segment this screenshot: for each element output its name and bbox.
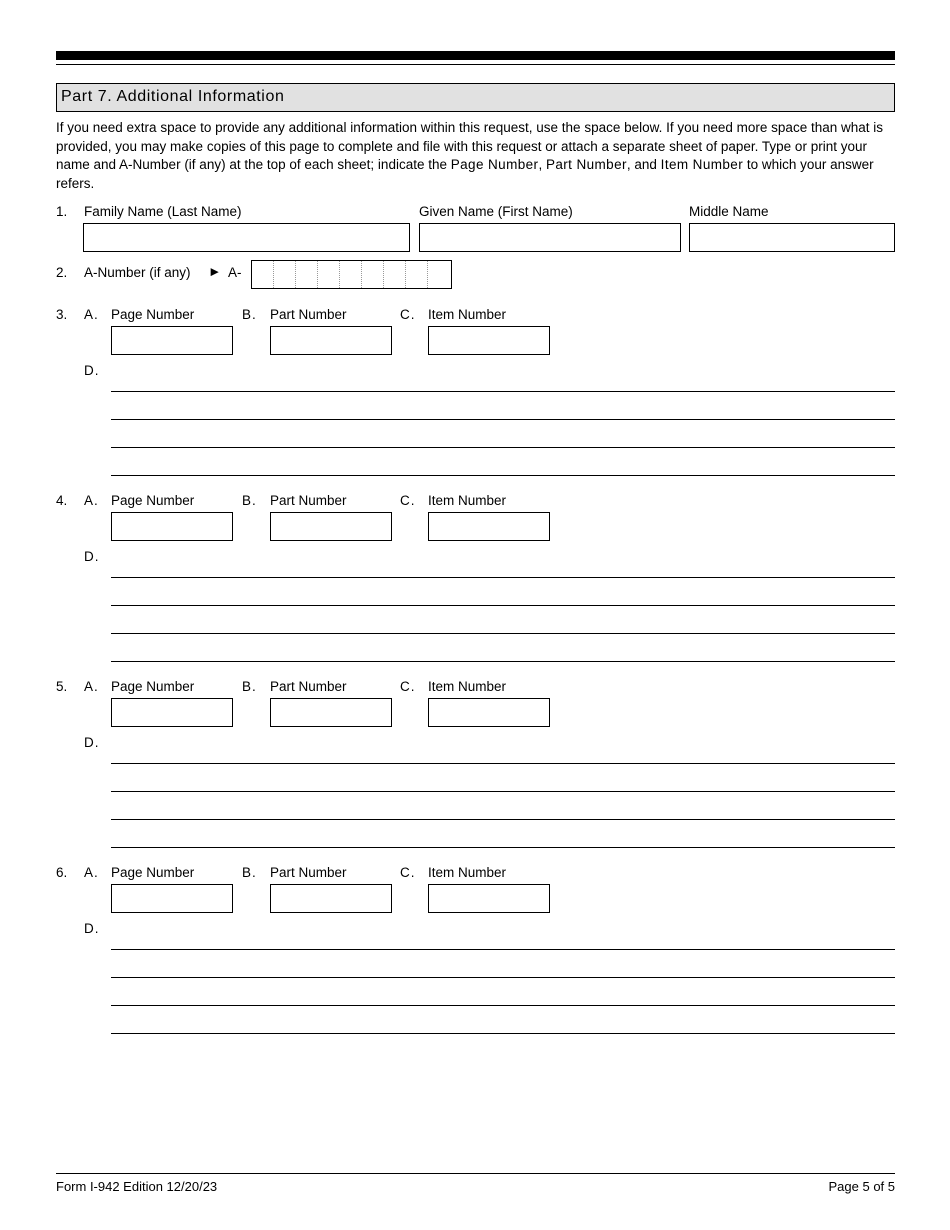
q1-number: 1.	[56, 204, 68, 219]
middle-name-label: Middle Name	[689, 204, 769, 219]
page-number-input[interactable]	[111, 512, 233, 541]
item-number-input[interactable]	[428, 512, 550, 541]
page-number-label: Page Number	[111, 493, 195, 508]
entry-d-letter: D.	[84, 549, 100, 564]
intro-sep-2: , and	[626, 157, 661, 172]
intro-part-number: Part Number	[545, 157, 627, 172]
intro-text-1: If you need extra space to provide any additional information within this request, use the space below. If you need more space than what is provided, you may make copies of this page to complete and file with this request or attach a separate sheet of paper. Type or print your name and A-Number (if any) at the top of each sheet; indicate the	[56, 120, 883, 172]
page-number-input[interactable]	[111, 698, 233, 727]
page-number-label: Page Number	[111, 679, 195, 694]
entry-d-letter: D.	[84, 921, 100, 936]
page-number: Page 5 of 5	[828, 1179, 895, 1194]
given-name-label: Given Name (First Name)	[419, 204, 573, 219]
entry-a-letter: A.	[84, 493, 99, 508]
item-number-input[interactable]	[428, 884, 550, 913]
family-name-label: Family Name (Last Name)	[84, 204, 242, 219]
answer-line[interactable]	[111, 391, 895, 392]
answer-line[interactable]	[111, 763, 895, 764]
a-number-digit	[318, 261, 340, 288]
intro-page-number: Page Number	[450, 157, 539, 172]
page-number-label: Page Number	[111, 865, 195, 880]
entry-b-letter: B.	[242, 679, 257, 694]
item-number-label: Item Number	[428, 679, 507, 694]
answer-line[interactable]	[111, 819, 895, 820]
footer-rule	[56, 1173, 895, 1174]
entry-number: 3.	[56, 307, 68, 322]
item-number-input[interactable]	[428, 326, 550, 355]
intro-text-2: to which your answer refers.	[56, 157, 874, 191]
intro-paragraph	[56, 119, 898, 193]
a-number-digit	[274, 261, 296, 288]
a-number-digit	[406, 261, 428, 288]
a-number-digit	[252, 261, 274, 288]
top-rule-thick	[56, 51, 895, 60]
a-number-digit	[362, 261, 384, 288]
middle-name-input[interactable]	[689, 223, 895, 252]
answer-line[interactable]	[111, 475, 895, 476]
a-number-label: A-Number (if any)	[84, 265, 191, 280]
part-number-label: Part Number	[270, 679, 347, 694]
answer-line[interactable]	[111, 949, 895, 950]
answer-line[interactable]	[111, 605, 895, 606]
entry-a-letter: A.	[84, 865, 99, 880]
part-number-label: Part Number	[270, 865, 347, 880]
a-number-digit	[384, 261, 406, 288]
part-number-input[interactable]	[270, 884, 392, 913]
answer-line[interactable]	[111, 847, 895, 848]
answer-line[interactable]	[111, 1005, 895, 1006]
part-number-label: Part Number	[270, 307, 347, 322]
given-name-input[interactable]	[419, 223, 681, 252]
answer-line[interactable]	[111, 1033, 895, 1034]
answer-line[interactable]	[111, 447, 895, 448]
entry-a-letter: A.	[84, 307, 99, 322]
page-number-label: Page Number	[111, 307, 195, 322]
entry-a-letter: A.	[84, 679, 99, 694]
part-title: Part 7. Additional Information	[61, 88, 285, 105]
a-number-prefix: A-	[228, 265, 242, 280]
answer-line[interactable]	[111, 419, 895, 420]
a-number-digit	[296, 261, 318, 288]
entry-d-letter: D.	[84, 363, 100, 378]
intro-item-number: Item Number	[660, 157, 744, 172]
entry-c-letter: C.	[400, 307, 416, 322]
entry-b-letter: B.	[242, 865, 257, 880]
entry-number: 5.	[56, 679, 68, 694]
page-number-input[interactable]	[111, 326, 233, 355]
entry-c-letter: C.	[400, 679, 416, 694]
item-number-input[interactable]	[428, 698, 550, 727]
part-number-input[interactable]	[270, 698, 392, 727]
entry-number: 6.	[56, 865, 68, 880]
item-number-label: Item Number	[428, 307, 507, 322]
part-number-label: Part Number	[270, 493, 347, 508]
family-name-input[interactable]	[83, 223, 410, 252]
part-number-input[interactable]	[270, 326, 392, 355]
answer-line[interactable]	[111, 791, 895, 792]
form-edition: Form I-942 Edition 12/20/23	[56, 1179, 218, 1194]
q2-number: 2.	[56, 265, 68, 280]
a-number-input[interactable]	[251, 260, 452, 289]
answer-line[interactable]	[111, 577, 895, 578]
arrow-right-icon: ►	[208, 264, 222, 279]
page-number-input[interactable]	[111, 884, 233, 913]
entry-d-letter: D.	[84, 735, 100, 750]
answer-line[interactable]	[111, 633, 895, 634]
part-number-input[interactable]	[270, 512, 392, 541]
a-number-digit	[340, 261, 362, 288]
entry-number: 4.	[56, 493, 68, 508]
entry-b-letter: B.	[242, 307, 257, 322]
answer-line[interactable]	[111, 977, 895, 978]
a-number-digit	[428, 261, 450, 288]
entry-c-letter: C.	[400, 865, 416, 880]
intro-sep-1: ,	[538, 157, 546, 172]
entry-b-letter: B.	[242, 493, 257, 508]
item-number-label: Item Number	[428, 865, 507, 880]
part-header	[56, 83, 895, 112]
item-number-label: Item Number	[428, 493, 507, 508]
top-rule-thin	[56, 64, 895, 65]
entry-c-letter: C.	[400, 493, 416, 508]
answer-line[interactable]	[111, 661, 895, 662]
